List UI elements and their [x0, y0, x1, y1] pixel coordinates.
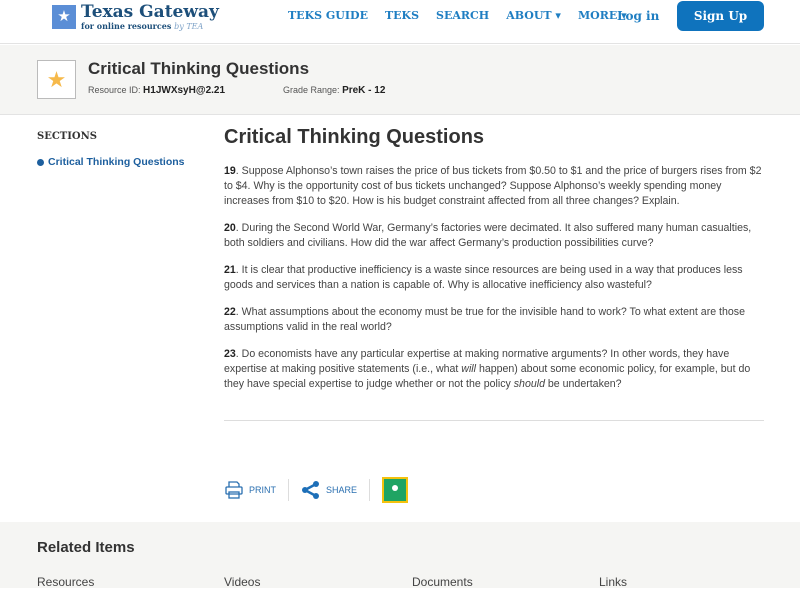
favorite-star-icon[interactable]: ★: [37, 60, 76, 99]
login-link[interactable]: Log in: [617, 9, 660, 23]
share-label: SHARE: [326, 485, 358, 495]
related-links[interactable]: Links: [599, 575, 628, 589]
related-title: Related Items: [37, 539, 135, 556]
separator: [288, 479, 289, 501]
related-videos[interactable]: Videos: [224, 575, 261, 589]
question-23: 23. Do economists have any particular expertise at making normative arguments? In other words, they have expertise at making positive statements (i.e., what will happen) about some economic policy, for example, but do they have special expertise to judge whether or not the policy should be undertaken?: [224, 348, 751, 390]
share-button[interactable]: [301, 480, 357, 500]
google-classroom-icon[interactable]: [382, 477, 408, 503]
texas-gateway-logo[interactable]: [38, 2, 219, 31]
top-navigation: [0, 0, 800, 44]
grade-range: Grade Range: PreK - 12: [283, 85, 386, 96]
questions-list: [224, 164, 764, 404]
page-title: Critical Thinking Questions: [224, 126, 485, 148]
share-icon: [301, 480, 321, 500]
section-link[interactable]: [37, 156, 185, 168]
nav-teks-guide[interactable]: TEKS GUIDE: [288, 9, 368, 22]
question-20: 20. During the Second World War, Germany’s factories were decimated. It also suffered many human casualties, both soldiers and civilians. How did the war affect Germany’s production possibilities curve?: [224, 222, 752, 249]
question-19: 19. Suppose Alphonso’s town raises the price of bus tickets from $0.50 to $1 and the price of burgers rises from $2 to $4. Why is the opportunity cost of bus tickets unchanged? Suppose Alphonso’s weekly spending money increases from $10 to $20. How is his budget constraint affected from all three changes? Explain.: [224, 165, 762, 207]
bullet-icon: [37, 159, 44, 166]
nav-more[interactable]: MORE ▾: [577, 9, 627, 22]
related-documents[interactable]: Documents: [412, 575, 473, 589]
logo-subtitle: for online resources by TEA: [81, 21, 204, 31]
signup-button[interactable]: Sign Up: [677, 1, 764, 31]
printer-icon: [224, 480, 244, 500]
print-button[interactable]: [224, 480, 276, 500]
sections-label: SECTIONS: [37, 131, 97, 142]
star-icon: ★: [52, 5, 76, 29]
nav-about[interactable]: ABOUT ▾: [506, 9, 561, 22]
resource-id: Resource ID: H1JWXsyH@2.21: [88, 85, 226, 96]
nav-search[interactable]: SEARCH: [436, 9, 490, 22]
resource-title: Critical Thinking Questions: [88, 59, 310, 78]
divider: [224, 420, 764, 421]
logo-title: Texas Gateway: [81, 2, 219, 22]
section-link-label: Critical Thinking Questions: [48, 156, 185, 168]
question-22: 22. What assumptions about the economy must be true for the invisible hand to work? To what extent are those assumptions valid in the real world?: [224, 306, 745, 333]
separator: [369, 479, 370, 501]
question-21: 21. It is clear that productive inefficiency is a waste since resources are being used in a way that produces less goods and services than a nation is capable of. Why is allocative inefficiency also wasteful?: [224, 264, 743, 291]
related-resources[interactable]: Resources: [37, 575, 95, 589]
toolbar: [224, 478, 408, 502]
print-label: PRINT: [249, 485, 276, 495]
resource-header: [0, 45, 800, 115]
nav-teks[interactable]: TEKS: [384, 9, 420, 22]
main-nav: [288, 9, 644, 22]
related-items: [0, 522, 800, 588]
